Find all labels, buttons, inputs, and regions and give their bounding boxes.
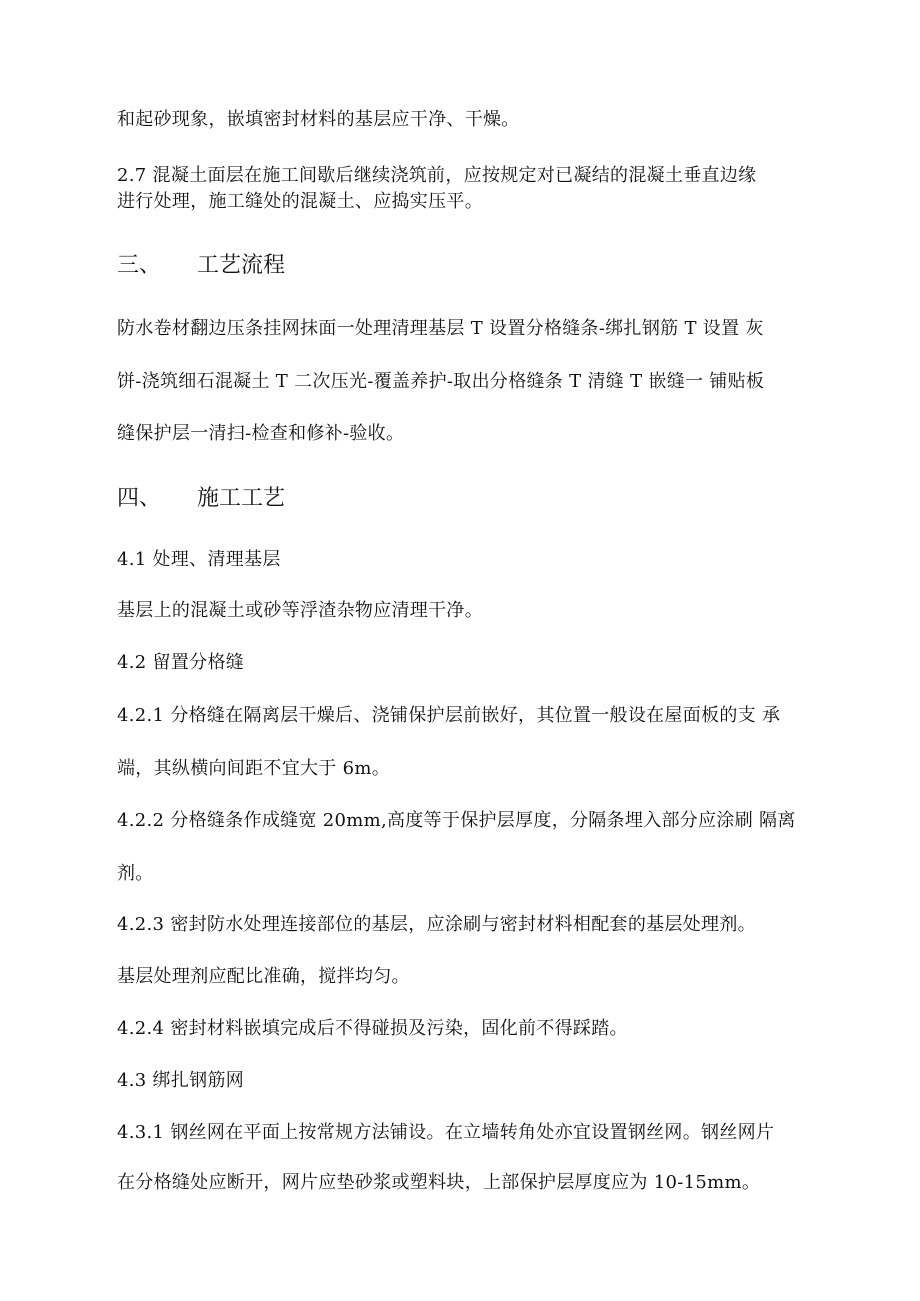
subheading-4-2: 4.2 留置分格缝 [117, 652, 245, 673]
flow-line-2: 饼-浇筑细石混凝土 T 二次压光-覆盖养护-取出分格缝条 T 清缝 T 嵌缝一 铺贴板 [117, 371, 765, 392]
subheading-4-1: 4.1 处理、清理基层 [117, 549, 281, 570]
paragraph-4-3-1-line2: 在分格缝处应断开，网片应垫砂浆或塑料块，上部保护层厚度应为 10-15mm。 [117, 1172, 761, 1193]
paragraph-4-2-4: 4.2.4 密封材料嵌填完成后不得碰损及污染，固化前不得踩踏。 [117, 1018, 628, 1039]
paragraph-4-3-1-line1: 4.3.1 钢丝网在平面上按常规方法铺设。在立墙转角处亦宜设置钢丝网。钢丝网片 [117, 1122, 775, 1143]
section-title: 施工工艺 [197, 486, 286, 511]
paragraph-4-2-2-line1: 4.2.2 分格缝条作成缝宽 20mm,高度等于保护层厚度，分隔条埋入部分应涂刷 隔离 [117, 810, 796, 831]
paragraph-4-2-3-line1: 4.2.3 密封防水处理连接部位的基层，应涂刷与密封材料相配套的基层处理剂。 [117, 914, 756, 935]
flow-line-3: 缝保护层一清扫-检查和修补-验收。 [117, 423, 405, 444]
paragraph-4-2-3-line2: 基层处理剂应配比准确，搅拌均匀。 [117, 966, 410, 987]
section-heading-4 [117, 485, 285, 513]
section-number: 三、 [117, 253, 162, 278]
paragraph-4-2-1-line1: 4.2.1 分格缝在隔离层干燥后、浇铺保护层前嵌好，其位置一般设在屋面板的支 承 [117, 705, 781, 726]
subheading-4-3: 4.3 绑扎钢筋网 [117, 1070, 245, 1091]
paragraph-4-2-2-line2: 剂。 [117, 863, 154, 884]
paragraph-4-2-1-line2: 端，其纵横向间距不宜大于 6m。 [117, 758, 391, 779]
paragraph-2-7-line1: 2.7 混凝土面层在施工间歇后继续浇筑前，应按规定对已凝结的混凝土垂直边缘 [117, 165, 757, 186]
paragraph-2-7-line2: 进行处理，施工缝处的混凝土、应捣实压平。 [117, 191, 483, 212]
paragraph-4-1: 基层上的混凝土或砂等浮渣杂物应清理干净。 [117, 600, 483, 621]
section-heading-3 [117, 252, 285, 280]
section-number: 四、 [117, 486, 162, 511]
section-title: 工艺流程 [197, 253, 286, 278]
flow-line-1: 防水卷材翻边压条挂网抹面一处理清理基层 T 设置分格缝条-绑扎钢筋 T 设置 灰 [117, 318, 764, 339]
paragraph-intro: 和起砂现象，嵌填密封材料的基层应干净、干燥。 [117, 109, 520, 130]
